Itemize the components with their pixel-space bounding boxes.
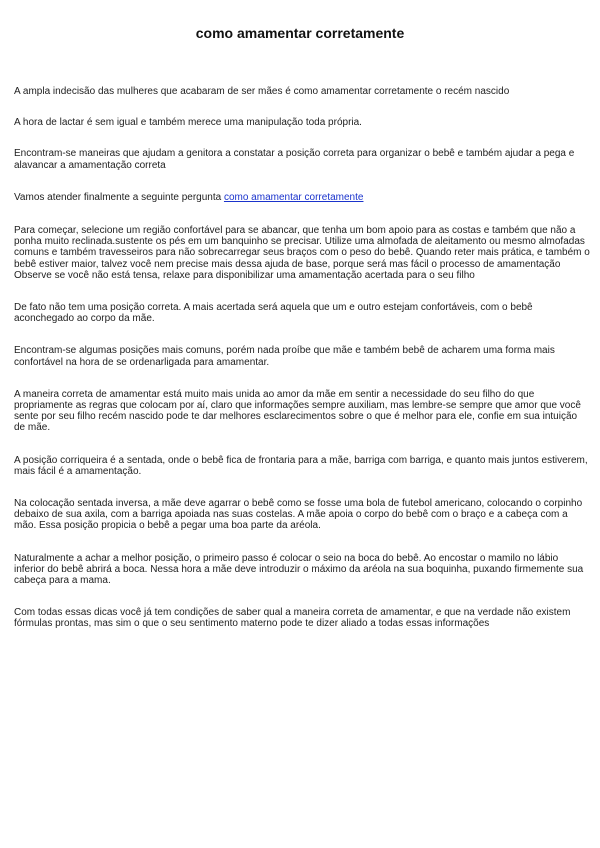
paragraph: A hora de lactar é sem igual e também merece uma manipulação toda própria. — [14, 117, 362, 129]
paragraph: A ampla indecisão das mulheres que acabaram de ser mães é como amamentar corretamente o recém nascido — [14, 86, 510, 97]
paragraph: Naturalmente a achar a melhor posição, o primeiro passo é colocar o seio na boca do bebê. Ao encostar o mamilo no lábio inferior do bebê abrirá a boca. Nessa hora a mãe deve introduzir o máximo da aréola na sua boquinha, puxando firmemente sua cabeça para a mama. — [14, 552, 584, 587]
paragraph: A maneira correta de amamentar está muito mais unida ao amor da mãe em sentir a necessidade do seu filho do que propriamente as regras que colocam por aí, claro que informações sempre auxiliam, mas lembre-se sempre que amor que você sente por seu filho recém nascido pode te dar melhores esclarecimentos sobre o que é melhor para ele, confie em sua intuição de mãe. — [14, 388, 581, 434]
paragraph: Para começar, selecione um região confortável para se abancar, que tenha um bom apoio para as costas e também que não a ponha muito reclinada.sustente os pés em um banquinho se precisar. Utilize uma almofada de aleitamento ou mesmo almofadas comuns e também travesseiros para não sobrecarregar seus braços com o peso do bebê. Quando reter mais prática, e também o bebê estiver maior, talvez você nem precise mais dessa ajuda de base, porque será mas fácil o processo de amamentação Observe se você não está tensa, relaxe para disponibilizar uma amamentação acertada para o seu filho — [14, 225, 590, 281]
paragraph: Encontram-se algumas posições mais comuns, porém nada proíbe que mãe e também bebê de acharem uma forma mais confortável na hora de se ordenarligada para amamentar. — [14, 345, 555, 368]
paragraph: A posição corriqueira é a sentada, onde o bebê fica de frontaria para a mãe, barriga com barriga, e quanto mais juntos estiverem, mais fácil é a amamentação. — [14, 454, 588, 477]
page-title: como amamentar corretamente — [195, 25, 405, 41]
paragraph: Com todas essas dicas você já tem condições de saber qual a maneira correta de amamentar, e que na verdade não existem fórmulas prontas, mas sim o que o seu sentimento materno pode te dizer aliado a todas essas informações — [14, 607, 571, 630]
paragraph: Encontram-se maneiras que ajudam a genitora a constatar a posição correta para organizar o bebê e também ajudar a pega e alavancar a amamentação correta — [14, 148, 575, 171]
link-paragraph — [14, 192, 590, 203]
topic-link[interactable]: como amamentar corretamente — [223, 191, 364, 203]
link-paragraph-prefix: Vamos atender finalmente a seguinte pergunta — [14, 191, 224, 203]
paragraph: Na colocação sentada inversa, a mãe deve agarrar o bebê como se fosse uma bola de futebol americano, colocando o corpinho debaixo de sua axila, com a barriga apoiada nas suas costelas. A mãe apoia o corpo do bebê com o braço e a cabeça com a mão. Essa posição propicia o bebê a pegar uma boa parte da aréola. — [14, 498, 583, 532]
paragraph: De fato não tem uma posição correta. A mais acertada será aquela que um e outro estejam confortáveis, com o bebê aconchegado ao corpo da mãe. — [14, 302, 533, 325]
document-body — [14, 86, 590, 630]
